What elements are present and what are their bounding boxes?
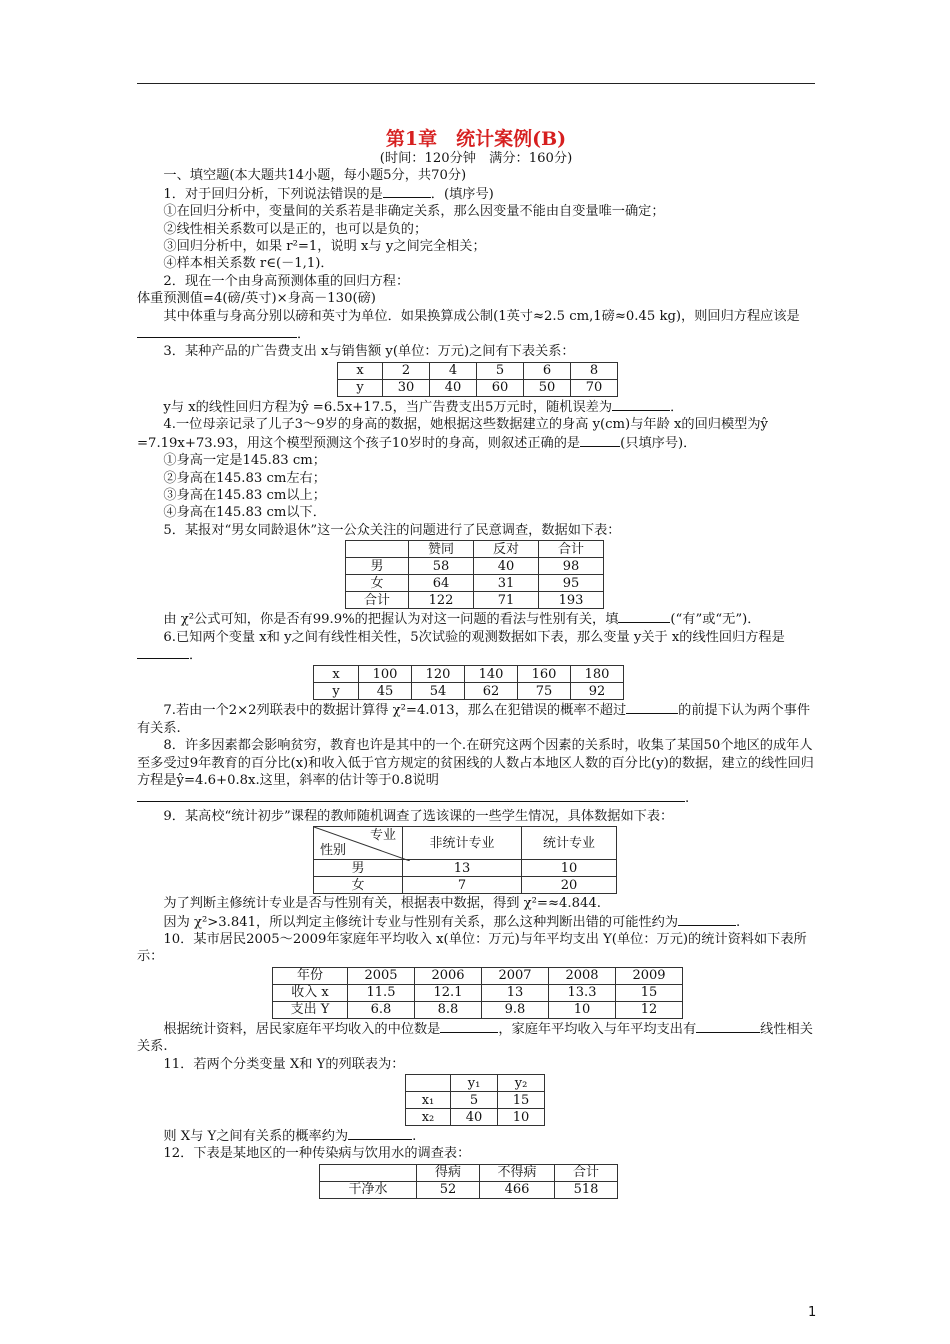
- question-3-stem: 3．某种产品的广告费支出 x与销售额 y(单位：万元)之间有下表关系：: [163, 344, 575, 360]
- table-cell: 15: [498, 1092, 545, 1109]
- question-4-option: ④身高在145.83 cm以下．: [163, 505, 326, 521]
- table-cell: 男: [346, 558, 409, 575]
- question-7-text: [137, 701, 815, 737]
- table-cell: 58: [409, 558, 474, 575]
- table-cell: [320, 1164, 417, 1181]
- table-cell: 10: [498, 1109, 545, 1126]
- table-cell: 98: [539, 558, 604, 575]
- table-row: [273, 967, 683, 984]
- table-cell: 64: [409, 575, 474, 592]
- table-cell: 2009: [616, 967, 683, 984]
- table-cell: 120: [412, 666, 465, 683]
- table-row: [406, 1092, 545, 1109]
- table-cell: 9.8: [482, 1001, 549, 1018]
- table-cell: 466: [480, 1181, 555, 1198]
- question-8-end: .: [685, 791, 690, 807]
- table-cell: 女: [314, 877, 403, 894]
- table-cell: 2006: [415, 967, 482, 984]
- table-row: [314, 827, 617, 860]
- question-1-stem: [137, 185, 815, 203]
- table-cell: 8: [571, 362, 618, 379]
- table-cell: 122: [409, 592, 474, 609]
- question-11-table: [405, 1074, 545, 1126]
- question-4-option: ①身高一定是145.83 cm；: [163, 453, 326, 469]
- question-1-hint: ．(填序号): [430, 186, 494, 202]
- question-10-question-b: ，家庭年平均收入与年平均支出有: [498, 1021, 697, 1037]
- answer-blank: [440, 1020, 498, 1033]
- table-cell: 20: [522, 877, 617, 894]
- table-cell: 5: [451, 1092, 498, 1109]
- table-row: [406, 1109, 545, 1126]
- question-4-hint: (只填序号)．: [620, 435, 697, 451]
- table-cell: 2: [383, 362, 430, 379]
- question-9-stem: 9．某高校“统计初步”课程的教师随机调查了选该课的一些学生情况，具体数据如下表：: [163, 808, 674, 824]
- table-cell: x: [314, 666, 359, 683]
- question-10-question-a: 根据统计资料，居民家庭年平均收入的中位数是: [163, 1021, 441, 1037]
- answer-blank: [580, 434, 620, 447]
- table-row: [314, 877, 617, 894]
- question-11-end: .: [412, 1129, 417, 1145]
- table-cell: y₁: [451, 1075, 498, 1092]
- table-cell: 193: [539, 592, 604, 609]
- question-9-table: [313, 826, 617, 894]
- question-9-text: 为了判断主修统计专业是否与性别有关，根据表中数据，得到 χ²=≈4.844.: [163, 896, 601, 912]
- table-cell: [406, 1075, 451, 1092]
- table-cell: 得病: [417, 1164, 480, 1181]
- question-1-text: 1．对于回归分析，下列说法错误的是: [163, 186, 383, 202]
- table-cell: 4: [430, 362, 477, 379]
- table-cell: 50: [524, 379, 571, 396]
- table-cell: 12.1: [415, 984, 482, 1001]
- question-3-end: ．: [670, 399, 684, 415]
- table-cell: 12: [616, 1001, 683, 1018]
- answer-blank: [618, 610, 670, 623]
- table-cell: 140: [465, 666, 518, 683]
- table-row: [314, 860, 617, 877]
- question-2-text: [137, 308, 815, 344]
- table-cell: 95: [539, 575, 604, 592]
- question-10-text: [137, 1020, 815, 1056]
- table-cell: 6: [524, 362, 571, 379]
- question-12-stem: 12．下表是某地区的一种传染病与饮用水的调查表：: [163, 1146, 471, 1162]
- table-cell: 180: [571, 666, 624, 683]
- section-heading: 一、填空题(本大题共14小题，每小题5分，共70分): [163, 168, 467, 184]
- table-cell: 52: [417, 1181, 480, 1198]
- table-cell: 60: [477, 379, 524, 396]
- answer-blank: [696, 1020, 760, 1033]
- question-4-text: [137, 416, 815, 452]
- question-5-table: [345, 540, 604, 609]
- table-cell: 不得病: [480, 1164, 555, 1181]
- question-6-text: [137, 629, 815, 665]
- question-11-question: 则 X与 Y之间有关系的概率约为: [163, 1129, 349, 1145]
- table-cell: 支出 Y: [273, 1001, 348, 1018]
- answer-blank: [137, 646, 189, 659]
- table-corner-cell: [314, 827, 403, 860]
- question-6-end: ．: [189, 647, 203, 663]
- table-cell: 5: [477, 362, 524, 379]
- table-cell: 62: [465, 683, 518, 700]
- question-5-text: [137, 610, 815, 628]
- table-cell: 年份: [273, 967, 348, 984]
- corner-label-major: 专业: [369, 828, 396, 844]
- table-cell: 30: [383, 379, 430, 396]
- answer-blank: [137, 325, 297, 338]
- table-cell: 40: [474, 558, 539, 575]
- question-5-stem: 5．某报对“男女同龄退休”这一公众关注的问题进行了民意调查，数据如下表：: [163, 522, 621, 538]
- table-cell: 合计: [555, 1164, 618, 1181]
- question-2-equation: 体重预测值=4(磅/英寸)×身高－130(磅): [137, 291, 376, 307]
- table-row: [273, 984, 683, 1001]
- table-cell: 2005: [348, 967, 415, 984]
- question-10-question-c: 线性相关关系.: [137, 1021, 813, 1055]
- question-5-question: 由 χ²公式可知，你是否有99.9%的把握认为对这一问题的看法与性别有关，填: [163, 612, 619, 628]
- question-12-table: [319, 1164, 618, 1199]
- table-cell: 收入 x: [273, 984, 348, 1001]
- question-2-end: ．: [297, 327, 311, 343]
- answer-blank: [626, 701, 678, 714]
- table-row: [320, 1164, 618, 1181]
- table-cell: 70: [571, 379, 618, 396]
- question-2-question: 其中体重与身高分别以磅和英寸为单位．如果换算成公制(1英寸≈2.5 cm,1磅≈0.45 kg)，则回归方程应该是: [163, 308, 800, 324]
- answer-blank: [383, 185, 431, 198]
- table-cell: 13.3: [549, 984, 616, 1001]
- question-11-stem: 11．若两个分类变量 X和 Y的列联表为：: [163, 1056, 405, 1072]
- question-3-table: [337, 362, 618, 397]
- worksheet: [137, 128, 815, 1200]
- question-4-option: ③身高在145.83 cm以上；: [163, 487, 326, 503]
- table-cell: 92: [571, 683, 624, 700]
- question-8-question: 8．许多因素都会影响贫穷，教育也许是其中的一个.在研究这两个因素的关系时，收集了某国50个地区的成年人至多受过9年教育的百分比(x)和收入低于官方规定的贫困线的人数占本地区人数的百分比(y)的数据，建立的线性回归方程是ŷ=4.6+0.8x.这里，斜率的估计等于0.8说明: [137, 738, 814, 788]
- table-cell: 13: [403, 860, 522, 877]
- table-cell: [346, 541, 409, 558]
- table-row: [406, 1075, 545, 1092]
- table-cell: 干净水: [320, 1181, 417, 1198]
- table-cell: 13: [482, 984, 549, 1001]
- table-cell: 10: [549, 1001, 616, 1018]
- question-7-question: 7.若由一个2×2列联表中的数据计算得 χ²=4.013，那么在犯错误的概率不超过: [163, 703, 627, 719]
- answer-blank: [612, 398, 670, 411]
- table-cell: 反对: [474, 541, 539, 558]
- question-5-hint: (“有”或“无”)．: [670, 612, 761, 628]
- table-row: [346, 592, 604, 609]
- corner-label-gender: 性别: [320, 843, 347, 859]
- table-cell: 75: [518, 683, 571, 700]
- answer-blank: [137, 789, 685, 802]
- table-cell: y: [338, 379, 383, 396]
- question-9-question: [137, 913, 815, 931]
- table-cell: 54: [412, 683, 465, 700]
- table-cell: 518: [555, 1181, 618, 1198]
- table-cell: 女: [346, 575, 409, 592]
- table-cell: 合计: [346, 592, 409, 609]
- table-row: [338, 362, 618, 379]
- table-cell: 合计: [539, 541, 604, 558]
- table-cell: y₂: [498, 1075, 545, 1092]
- table-row: [346, 575, 604, 592]
- table-cell: 40: [430, 379, 477, 396]
- table-row: [314, 683, 624, 700]
- table-cell: 7: [403, 877, 522, 894]
- question-1-option: ④样本相关系数 r∈(－1,1)．: [163, 256, 334, 272]
- answer-blank: [348, 1127, 412, 1140]
- question-4-option: ②身高在145.83 cm左右；: [163, 470, 326, 486]
- question-2-stem: 2．现在一个由身高预测体重的回归方程：: [163, 273, 410, 289]
- question-1-option: ①在回归分析中，变量间的关系若是非确定关系，那么因变量不能由自变量唯一确定；: [163, 204, 665, 220]
- header-rule: [137, 83, 815, 84]
- table-cell: x₂: [406, 1109, 451, 1126]
- table-row: [314, 666, 624, 683]
- question-6-question: 6.已知两个变量 x和 y之间有线性相关性，5次试验的观测数据如下表，那么变量 y关于 x的线性回归方程是: [163, 629, 785, 645]
- table-cell: 6.8: [348, 1001, 415, 1018]
- question-6-table: [313, 665, 624, 700]
- answer-blank: [678, 913, 736, 926]
- question-9-question-text: 因为 χ²>3.841，所以判定主修统计专业与性别有关系，那么这种判断出错的可能性约为: [163, 914, 679, 930]
- table-cell: 10: [522, 860, 617, 877]
- table-cell: 男: [314, 860, 403, 877]
- table-cell: 100: [359, 666, 412, 683]
- table-row: [273, 1001, 683, 1018]
- table-cell: 2008: [549, 967, 616, 984]
- table-cell: 2007: [482, 967, 549, 984]
- table-cell: 160: [518, 666, 571, 683]
- question-3-text: [137, 398, 815, 416]
- table-cell: 11.5: [348, 984, 415, 1001]
- table-cell: 8.8: [415, 1001, 482, 1018]
- question-1-option: ②线性相关系数可以是正的，也可以是负的；: [163, 221, 428, 237]
- table-cell: 45: [359, 683, 412, 700]
- page-subtitle: (时间：120分钟 满分：160分): [379, 151, 573, 166]
- table-row: [320, 1181, 618, 1198]
- table-row: [346, 541, 604, 558]
- table-cell: 71: [474, 592, 539, 609]
- table-cell: 40: [451, 1109, 498, 1126]
- question-7-end: 的前提下认为两个事件有关系.: [137, 703, 811, 736]
- page-title: 第1章 统计案例(B): [385, 128, 567, 150]
- question-4-question: 4.一位母亲记录了儿子3～9岁的身高的数据，她根据这些数据建立的身高 y(cm)与年龄 x的回归模型为ŷ =7.19x+73.93，用这个模型预测这个孩子10岁时的身高，则叙述正确的是: [137, 417, 768, 451]
- table-cell: 31: [474, 575, 539, 592]
- table-cell: x: [338, 362, 383, 379]
- question-8-text: [137, 737, 815, 808]
- table-row: [346, 558, 604, 575]
- table-cell: 非统计专业: [403, 827, 522, 860]
- question-10-stem: 10．某市居民2005～2009年家庭年平均收入 x(单位：万元)与年平均支出 Y(单位：万元)的统计资料如下表所示：: [137, 932, 807, 965]
- page-number: 1: [808, 1305, 817, 1320]
- table-cell: 统计专业: [522, 827, 617, 860]
- question-11-text: [137, 1127, 815, 1145]
- table-cell: 15: [616, 984, 683, 1001]
- question-1-option: ③回归分析中，如果 r²=1，说明 x与 y之间完全相关；: [163, 239, 486, 255]
- question-3-question: y与 x的线性回归方程为ŷ =6.5x+17.5，当广告费支出5万元时，随机误差为: [163, 399, 613, 415]
- table-cell: x₁: [406, 1092, 451, 1109]
- question-10-table: [272, 967, 683, 1019]
- table-cell: y: [314, 683, 359, 700]
- question-9-end: .: [736, 914, 741, 930]
- table-cell: 赞同: [409, 541, 474, 558]
- table-row: [338, 379, 618, 396]
